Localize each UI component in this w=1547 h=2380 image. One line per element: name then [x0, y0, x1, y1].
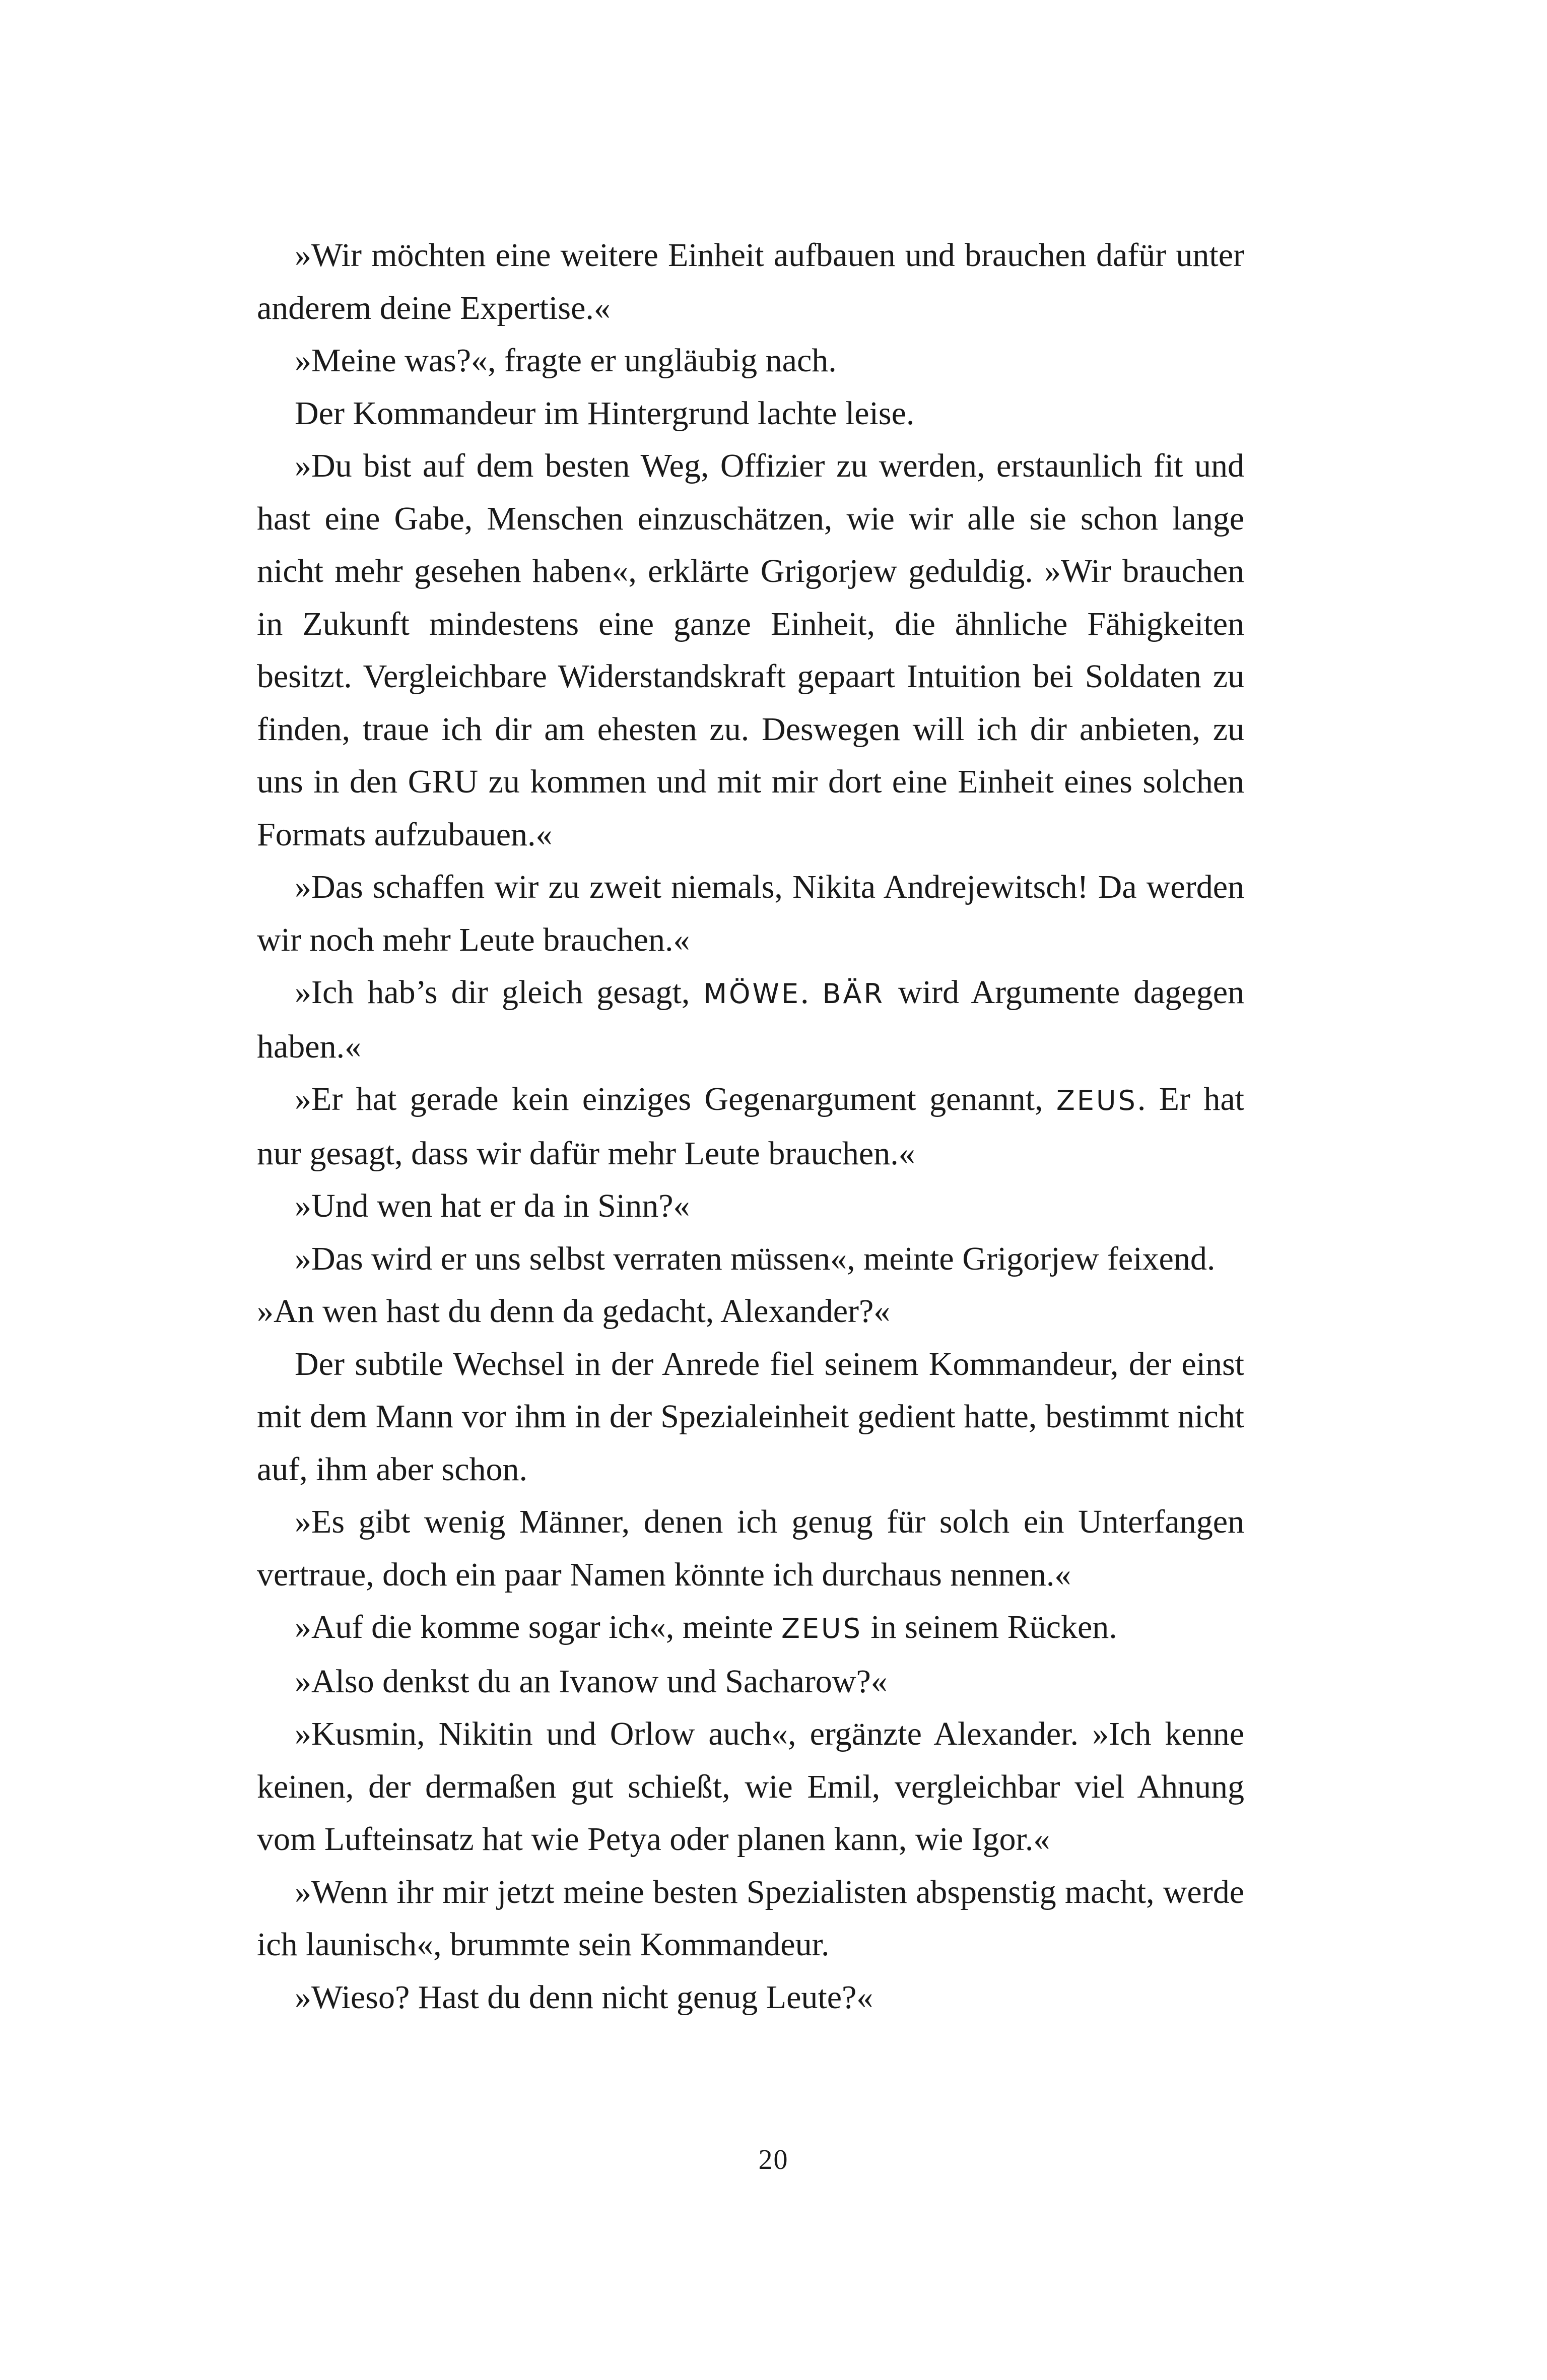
paragraph-text: in seinem Rücken.: [862, 1609, 1117, 1645]
paragraph: »Du bist auf dem besten Weg, Offizier zu werden, erstaunlich fit und hast eine Gabe, Menschen einzuschätzen, wie wir alle sie schon lange nicht mehr gesehen haben«, erklärte Grigorjew geduldig. »Wir brauchen in Zukunft mindestens eine ganze Einheit, die ähnliche Fähigkeiten besitzt. Vergleichbare Widerstandskraft gepaart Intuition bei Soldaten zu finden, traue ich dir am ehesten zu. Deswegen will ich dir anbieten, zu uns in den GRU zu kommen und mit mir dort eine Einheit eines solchen Formats aufzubauen.«: [257, 447, 1244, 853]
paragraph-text: »Er hat gerade kein einziges Gegenargument genannt,: [295, 1081, 1056, 1117]
paragraph-text: »Ich hab’s dir gleich gesagt,: [295, 974, 704, 1011]
paragraph: »Meine was?«, fragte er ungläubig nach.: [295, 342, 837, 379]
callsign-name: BÄR: [822, 978, 885, 1010]
paragraph: »Das schaffen wir zu zweit niemals, Nikita Andrejewitsch! Da werden wir noch mehr Leute brauchen.«: [257, 869, 1244, 958]
paragraph: »Das wird er uns selbst verraten müssen«, meinte Grigorjew feixend.: [295, 1240, 1216, 1277]
paragraph: »Wenn ihr mir jetzt meine besten Spezialisten abspenstig macht, werde ich launisch«, brummte sein Kommandeur.: [257, 1873, 1244, 1963]
callsign-name: ZEUS: [781, 1613, 862, 1644]
callsign-name: MÖWE: [703, 978, 800, 1010]
page-number: 20: [758, 2144, 789, 2175]
paragraph: »Und wen hat er da in Sinn?«: [295, 1187, 690, 1224]
paragraph: »Wir möchten eine weitere Einheit aufbauen und brauchen dafür unter anderem deine Expertise.«: [257, 237, 1244, 326]
paragraph: »Es gibt wenig Männer, denen ich genug für solch ein Unterfangen vertraue, doch ein paar Namen könnte ich durchaus nennen.«: [257, 1503, 1244, 1593]
paragraph-text: wird Argumente dagegen haben.«: [257, 974, 1245, 1065]
paragraph-text: »Auf die komme sogar ich«, meinte: [295, 1609, 781, 1645]
paragraph: »Wieso? Hast du denn nicht genug Leute?«: [295, 1978, 873, 2016]
paragraph: Der subtile Wechsel in der Anrede fiel seinem Kommandeur, der einst mit dem Mann vor ihm in der Spezialeinheit gedient hatte, bestimmt nicht auf, ihm aber schon.: [257, 1345, 1244, 1488]
paragraph: [257, 966, 1244, 1073]
paragraph: [257, 1073, 1244, 1180]
paragraph: Der Kommandeur im Hintergrund lachte leise.: [295, 394, 915, 432]
paragraph: »An wen hast du denn da gedacht, Alexander?«: [257, 1293, 891, 1330]
paragraph-text: .: [800, 974, 823, 1011]
paragraph: »Kusmin, Nikitin und Orlow auch«, ergänzte Alexander. »Ich kenne keinen, der dermaßen gut schießt, wie Emil, vergleichbar viel Ahnung vom Lufteinsatz hat wie Petya oder planen kann, wie Igor.«: [257, 1715, 1244, 1858]
paragraph: »Also denkst du an Ivanow und Sacharow?«: [295, 1663, 888, 1700]
body-text: [257, 229, 1244, 2024]
paragraph: [257, 1601, 1244, 1656]
paragraph-text: . Er hat nur gesagt, dass wir dafür mehr Leute brauchen.«: [257, 1081, 1244, 1172]
callsign-name: ZEUS: [1056, 1085, 1137, 1116]
